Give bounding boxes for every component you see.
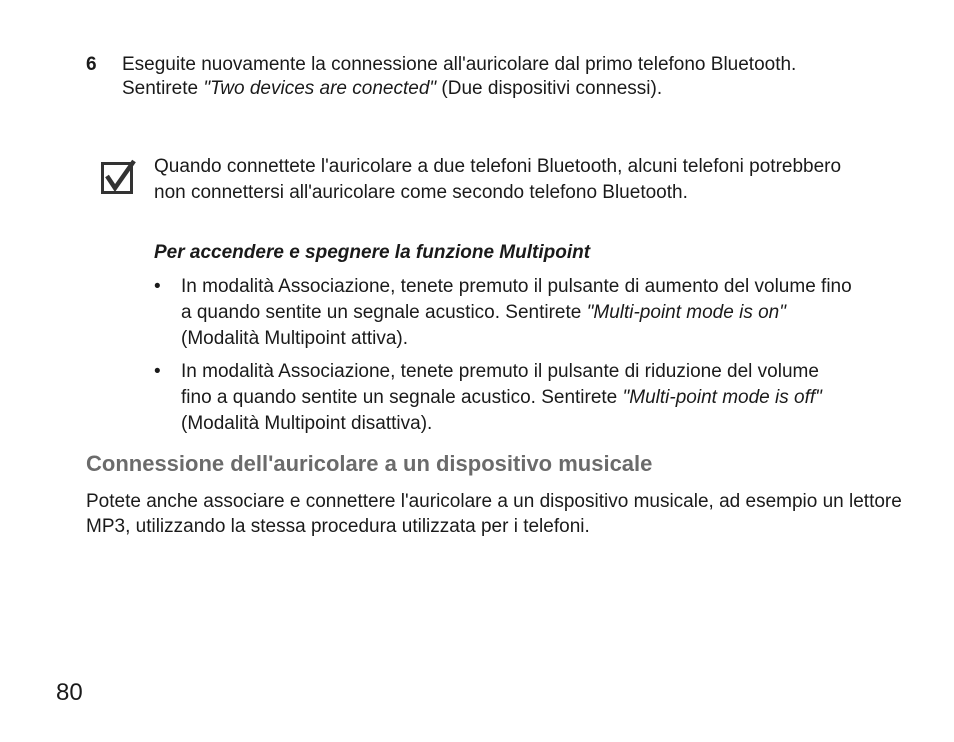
section-paragraph: Potete anche associare e connettere l'auricolare a un dispositivo musicale, ad esempio un lettore MP3, utilizzando la stessa procedura utilizzata per i telefoni. [86, 491, 902, 537]
step-result [122, 77, 842, 101]
list-item-quote: "Multi-point mode is on" [586, 302, 786, 323]
step-body [122, 53, 842, 101]
list-item-text: In modalità Associazione, tenete premuto il pulsante di aumento del volume fino a quando sentite un segnale acustico. Sentirete [181, 276, 852, 323]
multipoint-heading: Per accendere e spegnere la funzione Multipoint [154, 242, 591, 263]
list-item-text: In modalità Associazione, tenete premuto il pulsante di riduzione del volume fino a quando sentite un segnale acustico. Sentirete [181, 361, 819, 408]
page-number: 80 [56, 679, 83, 706]
list-item [154, 274, 854, 352]
list-item-suffix: (Modalità Multipoint disattiva). [181, 413, 433, 434]
step-instruction: Eseguite nuovamente la connessione all'auricolare dal primo telefono Bluetooth. [122, 54, 797, 75]
multipoint-list [154, 274, 854, 444]
note [154, 154, 874, 206]
list-item [154, 359, 854, 437]
checkbox-checked-icon [101, 159, 137, 195]
list-item-quote: "Multi-point mode is off" [622, 387, 822, 408]
bullet-icon: • [154, 361, 161, 382]
step-number: 6 [86, 54, 97, 75]
step-result-prefix: Sentirete [122, 78, 204, 99]
bullet-icon: • [154, 276, 161, 297]
step-result-quote: "Two devices are conected" [203, 78, 437, 99]
step-result-suffix: (Due dispositivi connessi). [436, 78, 663, 99]
note-text: Quando connettete l'auricolare a due telefoni Bluetooth, alcuni telefoni potrebbero non connettersi all'auricolare come secondo telefono Bluetooth. [154, 156, 842, 203]
list-item-suffix: (Modalità Multipoint attiva). [181, 328, 409, 349]
section-title: Connessione dell'auricolare a un dispositivo musicale [86, 451, 653, 476]
